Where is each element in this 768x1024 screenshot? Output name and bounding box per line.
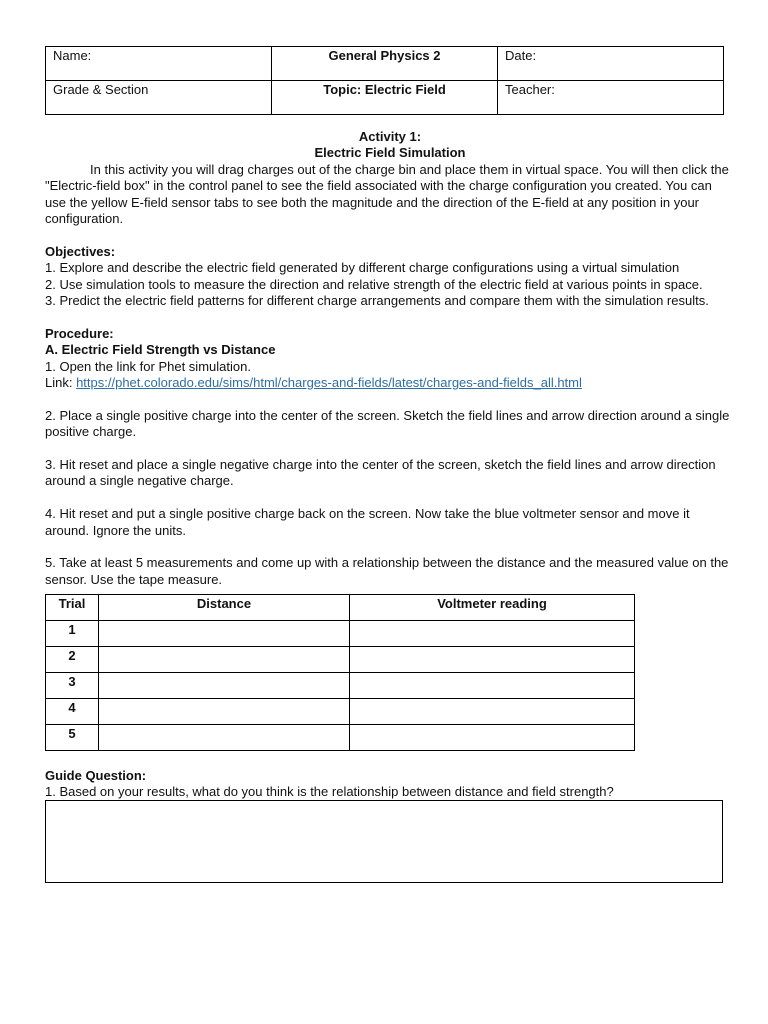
header-voltmeter: Voltmeter reading (350, 595, 635, 621)
procedure-step-1: 1. Open the link for Phet simulation. (45, 358, 251, 374)
grade-section-field[interactable] (46, 81, 272, 115)
measurement-table (45, 594, 635, 751)
activity-number: Activity 1: (358, 129, 422, 144)
distance-cell[interactable] (99, 725, 350, 751)
distance-cell[interactable] (99, 647, 350, 673)
guide-heading: Guide Question: (45, 767, 147, 783)
procedure-heading: Procedure: (45, 325, 114, 341)
link-label: Link: (45, 375, 77, 391)
answer-box[interactable] (45, 800, 723, 883)
table-row (46, 699, 635, 725)
objectives-heading: Objectives: (45, 243, 116, 259)
trial-number: 5 (46, 725, 99, 751)
name-label: Name: (53, 48, 92, 63)
table-row (46, 621, 635, 647)
document-body (45, 129, 735, 883)
teacher-label: Teacher: (505, 82, 555, 97)
procedure-step-4: 4. Hit reset and put a single positive charge back on the screen. Now take the blue voltmeter sensor and move it around. Ignore the units. (45, 506, 690, 538)
table-row (46, 725, 635, 751)
trial-number: 1 (46, 621, 99, 647)
voltmeter-cell[interactable] (350, 699, 635, 725)
voltmeter-cell[interactable] (350, 725, 635, 751)
procedure-step-2: 2. Place a single positive charge into the center of the screen. Sketch the field lines and arrow direction around a single positive charge. (45, 407, 730, 440)
voltmeter-cell[interactable] (350, 673, 635, 699)
distance-cell[interactable] (99, 673, 350, 699)
header-distance: Distance (99, 595, 350, 621)
distance-cell[interactable] (99, 699, 350, 725)
course-cell (272, 47, 498, 81)
table-row (46, 647, 635, 673)
date-label: Date: (505, 48, 537, 63)
topic-cell (272, 81, 498, 115)
section-a-heading: A. Electric Field Strength vs Distance (45, 342, 276, 358)
trial-number: 3 (46, 673, 99, 699)
voltmeter-cell[interactable] (350, 647, 635, 673)
table-row (46, 673, 635, 699)
guide-question-1: 1. Based on your results, what do you think is the relationship between distance and field strength? (45, 784, 614, 800)
trial-number: 4 (46, 699, 99, 725)
trial-number: 2 (46, 647, 99, 673)
header-trial: Trial (46, 595, 99, 621)
objective-item: 1. Explore and describe the electric field generated by different charge configurations using a virtual simulation (45, 260, 680, 276)
activity-title: Electric Field Simulation (314, 145, 466, 161)
date-field[interactable] (498, 47, 724, 81)
procedure-step-5: 5. Take at least 5 measurements and come up with a relationship between the distance and the measured value on the sensor. Use the tape measure. (45, 555, 729, 587)
phet-link[interactable]: https://phet.colorado.edu/sims/html/charges-and-fields/latest/charges-and-fields_all.html (76, 375, 582, 391)
objective-item: 2. Use simulation tools to measure the direction and relative strength of the electric field at various points in space. (45, 276, 703, 292)
link-line (45, 375, 735, 391)
name-field[interactable] (46, 47, 272, 81)
distance-cell[interactable] (99, 621, 350, 647)
objective-item: 3. Predict the electric field patterns for different charge arrangements and compare them with the simulation results. (45, 293, 709, 309)
header-table (45, 46, 724, 115)
teacher-field[interactable] (498, 81, 724, 115)
course-title: General Physics 2 (328, 48, 441, 63)
activity-intro: In this activity you will drag charges out of the charge bin and place them in virtual space. You will then click the "Electric-field box" in the control panel to see the field associated with the charge configuration you created. You can use the yellow E-field sensor tabs to see both the magnitude and the direction of the E-field at any position in your configuration. (45, 161, 729, 227)
grade-label: Grade & Section (53, 82, 149, 97)
procedure-step-3: 3. Hit reset and place a single negative charge into the center of the screen, sketch the field lines and arrow direction around a single negative charge. (45, 457, 716, 489)
topic-title: Topic: Electric Field (323, 82, 446, 97)
voltmeter-cell[interactable] (350, 621, 635, 647)
